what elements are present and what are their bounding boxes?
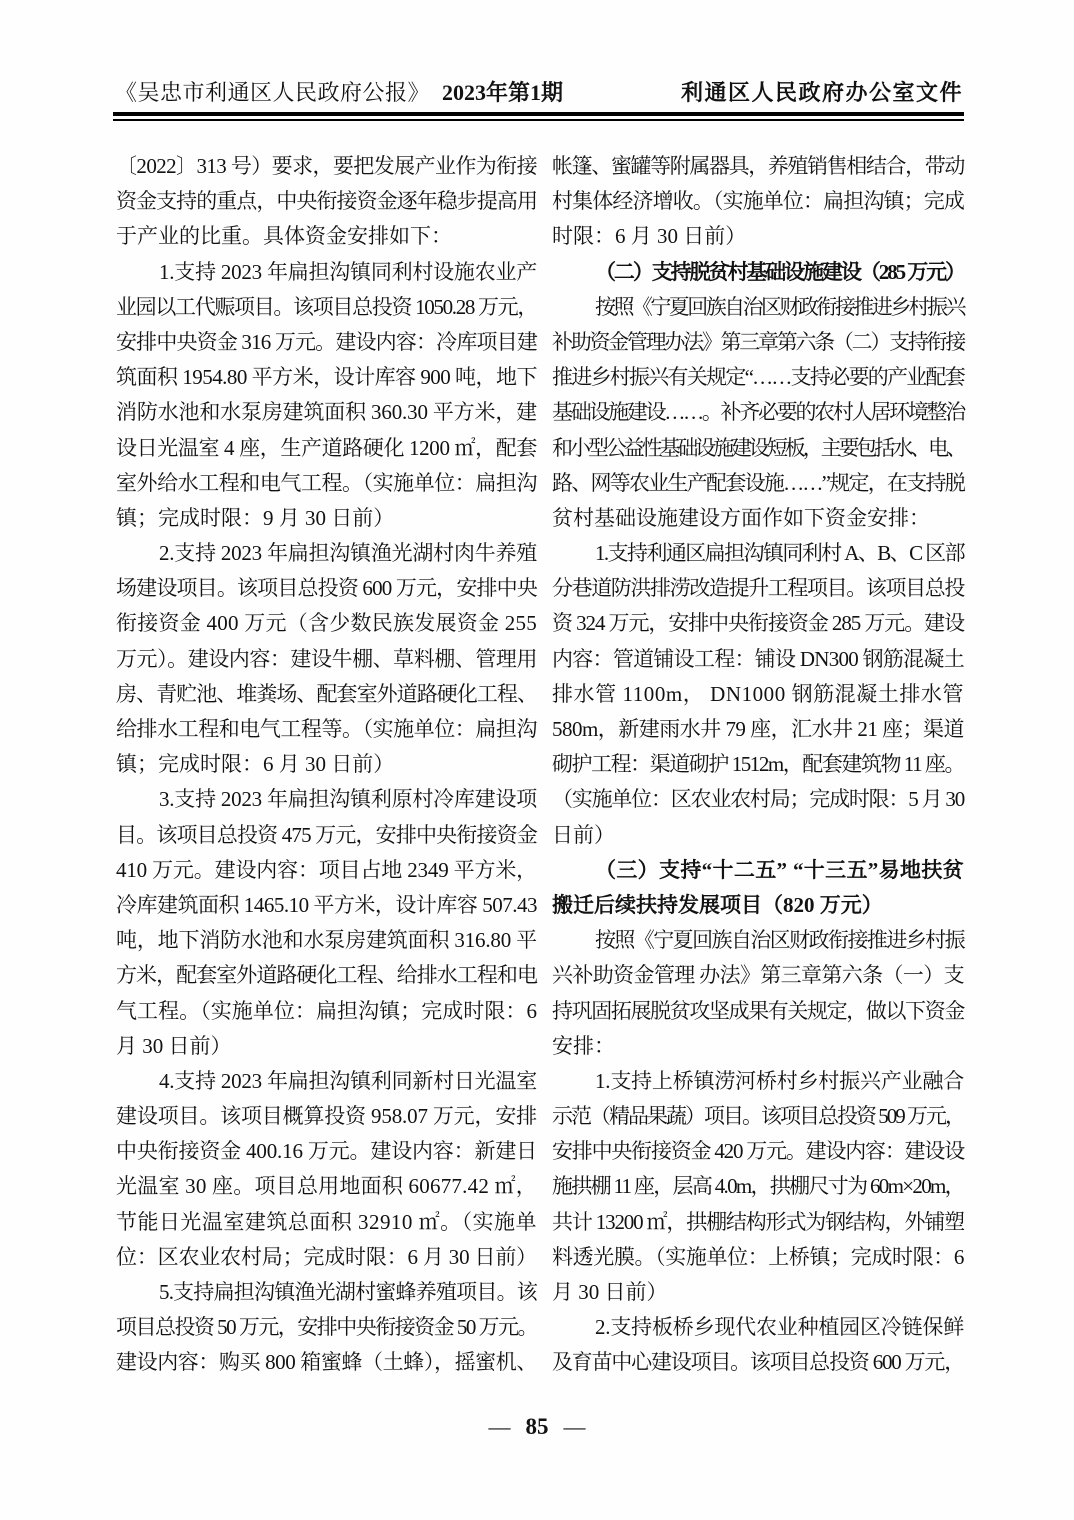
text-line [116,958,537,993]
text-line [552,923,964,958]
text-line [116,1064,537,1099]
issue-number: 2023年第1期 [442,80,564,105]
line-text: 光温室 30 座。项目总用地面积 60677.42 ㎡， [116,1174,537,1199]
right-column [552,149,964,1381]
line-text: 580m，新建雨水井 79 座，汇水井 21 座；渠道 [552,717,964,741]
text-line [552,712,964,747]
text-line [116,431,537,466]
text-line [116,1134,537,1169]
line-text: 吨，地下消防水池和水泵房建筑面积 316.80 平 [116,928,537,953]
line-text: 业园以工代赈项目。该项目总投资 1050.28 万元， [116,294,537,319]
header-left [115,76,563,107]
text-line [116,1345,537,1380]
line-text: 位：区农业农村局；完成时限：6 月 30 日前） [116,1244,537,1269]
text-line [552,501,964,536]
line-text: 补助资金管理办法》第三章第六条（二）支持衔接 [552,329,964,354]
text-line [116,255,537,290]
line-text: 室外给水工程和电气工程。（实施单位：扁担沟 [116,470,537,495]
text-line [116,1240,537,1275]
text-line [552,571,964,606]
text-line [552,958,964,993]
line-text: 目。该项目总投资 475 万元，安排中央衔接资金 [116,822,537,847]
line-text: 设日光温室 4 座，生产道路硬化 1200 ㎡，配套 [116,435,537,460]
text-line [116,782,537,817]
text-line [552,325,964,360]
text-line [116,1099,537,1134]
text-line [552,184,964,219]
text-line [552,642,964,677]
line-text: 示范（精品果蔬）项目。该项目总投资 509 万元， [552,1104,964,1129]
line-text: 料透光膜。（实施单位：上桥镇；完成时限：6 [552,1244,964,1269]
line-text: 帐篷、蜜罐等附属器具，养殖销售相结合，带动 [552,154,964,178]
text-line [116,994,537,1029]
text-line [552,395,964,430]
text-line [552,219,964,254]
line-text: 砌护工程：渠道砌护 1512m，配套建筑物 11 座。 [552,752,964,777]
text-line [116,290,537,325]
line-text: 施拱棚 11 座，层高 4.0m，拱棚尺寸为 60m×20m， [552,1174,964,1199]
line-text: 推进乡村振兴有关规定“……支持必要的产业配套 [552,365,964,390]
line-text: 给排水工程和电气工程等。（实施单位：扁担沟 [116,717,537,741]
text-line [552,994,964,1029]
text-line [116,888,537,923]
text-line [116,1205,537,1240]
line-text: 镇；完成时限：9 月 30 日前） [116,505,395,530]
line-text: 项目总投资 50 万元，安排中央衔接资金 50 万元。 [116,1315,537,1340]
text-line [116,1310,537,1345]
line-text: 排水管 1100m， DN1000 钢筋混凝土排水管 [552,681,964,706]
line-text: 2.支持板桥乡现代农业种植园区冷链保鲜 [595,1315,964,1340]
line-text: 场建设项目。该项目总投资 600 万元，安排中央 [116,576,537,601]
text-line [116,818,537,853]
line-text: 于产业的比重。具体资金安排如下： [116,224,452,249]
text-line [552,466,964,501]
line-text: 1.支持上桥镇涝河桥村乡村振兴产业融合 [595,1068,964,1093]
page-footer [0,1414,1074,1440]
line-text: 3.支持 2023 年扁担沟镇利原村冷库建设项 [159,787,537,812]
line-text: 消防水池和水泵房建筑面积 360.30 平方米，建 [116,400,537,425]
footer-left-dash: — [488,1414,511,1439]
line-text: 村集体经济增收。（实施单位：扁担沟镇；完成 [552,189,964,214]
line-text: 搬迁后续扶持发展项目（820 万元） [552,892,883,917]
text-line [116,360,537,395]
text-line [552,1310,964,1345]
text-line [116,923,537,958]
line-text: 资金支持的重点，中央衔接资金逐年稳步提高用 [116,189,537,214]
text-line [116,853,537,888]
line-text: 安排中央衔接资金 420 万元。建设内容：建设设 [552,1139,964,1164]
line-text: （二）支持脱贫村基础设施建设（285 万元） [595,259,964,284]
line-text: 镇；完成时限：6 月 30 日前） [116,752,395,777]
line-text: 基础设施建设……。补齐必要的农村人居环境整治 [552,400,964,425]
line-text: 气工程。（实施单位：扁担沟镇；完成时限：6 [116,998,537,1023]
line-text: 安排中央资金 316 万元。建设内容：冷库项目建 [116,329,537,354]
line-text: 兴补助资金管理 办法》第三章第六条（一）支 [552,963,964,988]
line-text: 日前） [552,822,615,847]
text-line [552,606,964,641]
line-text: 1.支持利通区扁担沟镇同利村 A、B、C 区部 [595,541,964,566]
line-text: 节能日光温室建筑总面积 32910 ㎡。（实施单 [116,1209,537,1234]
text-line [116,466,537,501]
text-line [116,677,537,712]
line-text: 1.支持 2023 年扁担沟镇同利村设施农业产 [159,259,537,284]
text-line [116,395,537,430]
header-rule-thin [113,119,964,121]
page-number: 85 [525,1414,549,1439]
line-text: 冷库建筑面积 1465.10 平方米，设计库容 507.43 [116,892,537,917]
line-text: 贫村基础设施建设方面作如下资金安排： [552,505,930,530]
line-text: 〔2022〕313 号）要求，要把发展产业作为衔接 [116,154,537,178]
header-rule-thick [113,112,964,116]
line-text: 持巩固拓展脱贫攻坚成果有关规定，做以下资金 [552,998,964,1023]
line-text: 5.支持扁担沟镇渔光湖村蜜蜂养殖项目。该 [159,1280,537,1304]
line-text: 分巷道防洪排涝改造提升工程项目。该项目总投 [552,576,964,601]
text-line [116,747,537,782]
line-text: 内容：管道铺设工程：铺设 DN300 钢筋混凝土 [552,646,964,671]
gazette-title: 《吴忠市利通区人民政府公报》 [115,80,431,105]
text-line [552,1345,964,1380]
text-line [116,149,537,184]
text-line [552,818,964,853]
line-text: （三）支持“十二五” “十三五”易地扶贫 [595,857,964,882]
text-line [552,431,964,466]
text-line [116,1275,537,1310]
left-column [116,149,537,1381]
text-line [552,149,964,184]
text-line [116,219,537,254]
text-line [552,677,964,712]
text-line [116,536,537,571]
text-line [552,536,964,571]
line-text: 4.支持 2023 年扁担沟镇利同新村日光温室 [159,1068,537,1093]
footer-right-dash: — [563,1414,586,1439]
text-line [552,782,964,817]
text-line [552,1205,964,1240]
page-header [115,76,963,107]
line-text: 月 30 日前） [552,1280,668,1304]
text-line [116,184,537,219]
text-line [116,606,537,641]
text-line [552,747,964,782]
text-line [552,1064,964,1099]
office-document-label: 利通区人民政府办公室文件 [680,80,963,105]
text-line [552,1099,964,1134]
line-text: 和小型公益性基础设施建设短板，主要包括水、电、 [552,435,964,460]
line-text: 按照《宁夏回族自治区财政衔接推进乡村振 [595,928,964,953]
line-text: 中央衔接资金 400.16 万元。建设内容：新建日 [116,1139,537,1164]
text-line [552,360,964,395]
text-line [116,712,537,747]
line-text: 及育苗中心建设项目。该项目总投资 600 万元， [552,1350,964,1375]
line-text: 方米，配套室外道路硬化工程、给排水工程和电 [116,963,537,988]
line-text: 410 万元。建设内容：项目占地 2349 平方米， [116,857,537,882]
section-heading-line [552,853,964,888]
line-text: 时限：6 月 30 日前） [552,224,747,249]
text-line [116,1029,537,1064]
text-line [116,325,537,360]
text-line [116,571,537,606]
line-text: 建设内容：购买 800 箱蜜蜂（土蜂），摇蜜机、 [116,1350,537,1375]
text-line [116,501,537,536]
line-text: 万元）。建设内容：建设牛棚、草料棚、管理用 [116,646,537,671]
text-line [552,1240,964,1275]
text-line [552,290,964,325]
text-line [552,1134,964,1169]
line-text: 衔接资金 400 万元（含少数民族发展资金 255 [116,611,537,636]
line-text: 资 324 万元，安排中央衔接资金 285 万元。建设 [552,611,964,636]
line-text: 按照《宁夏回族自治区财政衔接推进乡村振兴 [595,294,964,319]
text-line [552,1169,964,1204]
line-text: 共计 13200 ㎡，拱棚结构形式为钢结构，外铺塑 [552,1209,964,1234]
line-text: 筑面积 1954.80 平方米，设计库容 900 吨，地下 [116,365,537,390]
text-line [552,1029,964,1064]
line-text: 安排： [552,1033,615,1058]
text-line [552,1275,964,1310]
text-line [116,642,537,677]
line-text: 建设项目。该项目概算投资 958.07 万元，安排 [116,1104,537,1129]
line-text: 2.支持 2023 年扁担沟镇渔光湖村肉牛养殖 [159,541,537,566]
section-heading-line [552,888,964,923]
section-heading-line [552,255,964,290]
text-line [116,1169,537,1204]
line-text: （实施单位：区农业农村局；完成时限：5 月 30 [552,787,964,812]
line-text: 路、网等农业生产配套设施……”规定，在支持脱 [552,470,964,495]
line-text: 月 30 日前） [116,1033,232,1058]
line-text: 房、青贮池、堆粪场、配套室外道路硬化工程、 [116,681,537,706]
